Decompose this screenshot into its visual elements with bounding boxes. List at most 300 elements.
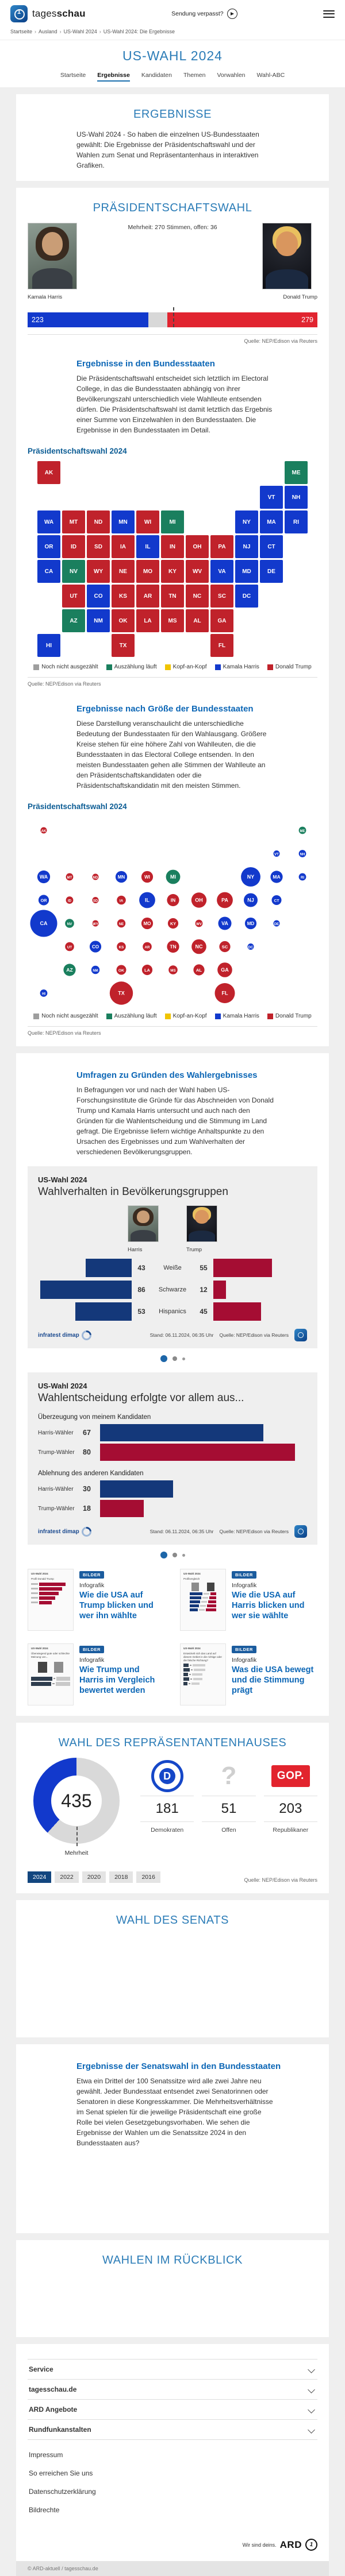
- legend-swatch: [165, 664, 171, 670]
- harris-bar: [86, 1259, 132, 1277]
- state-tile-IN[interactable]: IN: [161, 535, 184, 558]
- state-bubble-label-DE: DE: [274, 923, 279, 926]
- state-tile-DC[interactable]: DC: [235, 585, 258, 608]
- party-name: Demokraten: [151, 1827, 184, 1834]
- senat-states-heading-link[interactable]: Ergebnisse der Senatswahl in den Bundesstaaten: [76, 2061, 281, 2071]
- row-label: Trump-Wähler: [38, 1505, 75, 1512]
- category-label: Schwarze: [158, 1286, 187, 1293]
- senat-chart-placeholder: [28, 1935, 317, 2027]
- tab-startseite[interactable]: Startseite: [60, 72, 86, 79]
- state-bubble-label-VT: VT: [274, 853, 279, 857]
- teaser-kicker: Infografik: [79, 1582, 105, 1589]
- year-chip-2022[interactable]: 2022: [55, 1871, 78, 1883]
- state-tile-WY[interactable]: WY: [87, 560, 110, 583]
- footer-link-datenschutzerklrung[interactable]: Datenschutzerklärung: [29, 2488, 96, 2496]
- carousel-dots: [28, 1355, 317, 1362]
- thumb-label: US-Wahl 2024: [31, 1647, 48, 1650]
- trump-value: 45: [200, 1308, 208, 1316]
- trump-value: 12: [200, 1286, 208, 1294]
- house-donut: [28, 1758, 125, 1856]
- footer-links: [28, 2446, 317, 2519]
- carousel-dot-2[interactable]: [172, 1356, 177, 1361]
- umfragen-card: [16, 1053, 329, 1716]
- state-tile-LA[interactable]: LA: [136, 609, 159, 632]
- state-tile-MI[interactable]: MI: [161, 510, 184, 533]
- legend-swatch: [33, 664, 39, 670]
- map-chart-label: Präsidentschaftswahl 2024: [28, 447, 127, 455]
- legend-label: Kopf-an-Kopf: [172, 1013, 207, 1019]
- legend-item: [165, 664, 207, 670]
- tagesschau-logo-icon: 1: [10, 5, 28, 22]
- state-bubble-label-ND: ND: [93, 876, 98, 880]
- legend-swatch: [106, 664, 112, 670]
- house-total: 435: [51, 1776, 102, 1826]
- state-bubble-label-IA: IA: [119, 899, 124, 903]
- legend-item: [106, 1013, 157, 1019]
- infographic-title: Wahlentscheidung erfolgte vor allem aus...: [38, 1392, 244, 1404]
- tab-themen[interactable]: Themen: [183, 72, 206, 79]
- category-label: Hispanics: [159, 1308, 186, 1315]
- bubble-map: [28, 817, 317, 1006]
- state-tile-WA[interactable]: WA: [37, 510, 60, 533]
- state-bubble-label-ME: ME: [300, 830, 305, 833]
- state-tile-MA[interactable]: MA: [260, 510, 283, 533]
- state-results-map: [37, 461, 308, 657]
- state-tile-PA[interactable]: PA: [210, 535, 233, 558]
- thumb-title: Entwickelt sich das Land auf diesem Gebiet in die richtige oder die falsche Richtung?: [183, 1651, 223, 1662]
- carousel-dot-2[interactable]: [172, 1553, 177, 1557]
- trump-bar: [213, 1259, 272, 1277]
- donald-trump-photo: [262, 223, 312, 289]
- infographic-footer: [38, 1329, 307, 1341]
- thumb-label: US-Wahl 2024: [183, 1647, 201, 1650]
- state-tile-NY[interactable]: NY: [235, 510, 258, 533]
- state-bubble-label-NE: NE: [118, 923, 124, 926]
- state-tile-RI[interactable]: RI: [285, 510, 308, 533]
- state-bubble-label-FL: FL: [221, 990, 228, 996]
- legend-swatch: [267, 664, 273, 670]
- carousel-dot-1[interactable]: [160, 1355, 167, 1362]
- state-bubble-label-PA: PA: [221, 897, 228, 903]
- teaser-4[interactable]: [180, 1643, 317, 1705]
- breadcrumb-item[interactable]: US-Wahl 2024: Die Ergebnisse: [103, 29, 175, 34]
- category-label: Weiße: [163, 1264, 182, 1271]
- decision-row: [38, 1480, 307, 1498]
- footer-link-bildrechte[interactable]: Bildrechte: [29, 2506, 60, 2514]
- teaser-kicker: Infografik: [79, 1657, 105, 1664]
- state-tile-OH[interactable]: OH: [186, 535, 209, 558]
- state-bubble-label-NM: NM: [93, 969, 98, 973]
- legend-label: Noch nicht ausgezählt: [41, 664, 98, 670]
- rueckblick-placeholder: [28, 2275, 317, 2327]
- harris-value: 53: [137, 1308, 145, 1316]
- thumb-label: US-Wahl 2024: [183, 1572, 201, 1575]
- party-columns: [140, 1761, 317, 1834]
- majority-note: Mehrheit: 270 Stimmen, offen: 36: [128, 224, 217, 231]
- state-bubble-label-NJ: NJ: [247, 897, 254, 903]
- state-bubble-label-MS: MS: [170, 969, 176, 973]
- harris-value: 43: [137, 1264, 145, 1272]
- infographic-label: US-Wahl 2024: [38, 1382, 87, 1390]
- state-tile-ND[interactable]: ND: [87, 510, 110, 533]
- state-tile-IA[interactable]: IA: [112, 535, 135, 558]
- footer-accordion-ardangebote[interactable]: [28, 2399, 317, 2419]
- teaser-thumbnail: [28, 1643, 74, 1705]
- harris-bar: [40, 1281, 132, 1299]
- state-bubble-label-NC: NC: [195, 943, 203, 950]
- page-footer: [16, 2344, 329, 2576]
- teaser-title[interactable]: Was die USA bewegt und die Stimmung prägt: [232, 1665, 314, 1696]
- party-seats: 181: [140, 1796, 194, 1822]
- state-bubble-label-SD: SD: [93, 899, 98, 903]
- breadcrumb: [0, 28, 345, 40]
- state-bubble-label-TX: TX: [118, 990, 125, 996]
- legend-item: [33, 1013, 98, 1019]
- state-tile-MD[interactable]: MD: [235, 560, 258, 583]
- state-tile-DE[interactable]: DE: [260, 560, 283, 583]
- ard-claim: Wir sind deins.: [242, 2542, 277, 2548]
- house-results: [28, 1758, 317, 1856]
- state-tile-AK[interactable]: AK: [37, 461, 60, 484]
- state-tile-MT[interactable]: MT: [62, 510, 85, 533]
- section-title-ergebnisse: ERGEBNISSE: [133, 108, 212, 121]
- tab-kandidaten[interactable]: Kandidaten: [141, 72, 172, 79]
- teaser-3[interactable]: [28, 1643, 165, 1705]
- state-bubble-label-WI: WI: [144, 875, 150, 880]
- menu-icon[interactable]: [323, 8, 335, 20]
- state-tile-KY[interactable]: KY: [161, 560, 184, 583]
- electoral-college-bar: [28, 307, 317, 327]
- stand-note: Stand: 06.11.2024, 06:35 Uhr: [150, 1529, 214, 1534]
- senat-states-intro: Etwa ein Drittel der 100 Senatssitze wird alle zwei Jahre neu gewählt. Jeder Bundesstaat entsendet zwei Senatorinnen oder Senatoren in diese Kongresskammer. Die Mehrheitsverhältnisse im Senat spielen für die jeweilige Präsidentschaft eine große Rolle bei vielen Gesetzgebungsvorhaben. Wie sehen die Ergebnisse der Wahlen um die Senatssitze 2024 in den Bundesstaaten aus?: [76, 2077, 273, 2147]
- accordion-label: tagesschau.de: [29, 2385, 77, 2393]
- state-bubble-label-LA: LA: [144, 968, 150, 973]
- legend-item: [33, 664, 98, 670]
- breadcrumb-item[interactable]: Startseite: [10, 29, 33, 34]
- legend-swatch: [33, 1014, 39, 1019]
- state-bubble-label-KY: KY: [170, 921, 177, 926]
- gop-logo: GOP.: [271, 1765, 310, 1787]
- state-tile-NJ[interactable]: NJ: [235, 535, 258, 558]
- infratest-dimap-logo: infratest dimap: [38, 1527, 91, 1537]
- sendung-verpasst-link[interactable]: [171, 9, 237, 19]
- breadcrumb-item[interactable]: US-Wahl 2024: [63, 29, 97, 34]
- footer-accordion-tagesschaude[interactable]: [28, 2379, 317, 2399]
- state-tile-ID[interactable]: ID: [62, 535, 85, 558]
- state-bubble-label-MN: MN: [117, 875, 125, 880]
- states-heading-link[interactable]: Ergebnisse in den Bundesstaaten: [76, 359, 215, 369]
- teaser-title[interactable]: Wie die USA auf Harris blicken und wer sie wählte: [232, 1591, 305, 1621]
- state-tile-ME[interactable]: ME: [285, 461, 308, 484]
- year-chip-2020[interactable]: 2020: [82, 1871, 106, 1883]
- state-bubble-label-HI: HI: [42, 992, 45, 996]
- teaser-grid: [28, 1569, 317, 1705]
- state-bubble-label-RI: RI: [301, 876, 304, 880]
- infratest-dimap-logo: infratest dimap: [38, 1330, 91, 1340]
- state-tile-SD[interactable]: SD: [87, 535, 110, 558]
- year-chip-2024[interactable]: 2024: [28, 1871, 51, 1883]
- party-column-demokraten: [140, 1761, 194, 1834]
- trump-bar-segment: 279: [167, 312, 317, 327]
- chevron-down-icon: [308, 2426, 315, 2434]
- harris-thumb-caption: Harris: [128, 1247, 143, 1253]
- trump-photo-label: Donald Trump: [283, 294, 317, 300]
- year-chip-2018[interactable]: 2018: [109, 1871, 133, 1883]
- trump-thumb: [186, 1205, 217, 1253]
- state-bubble-label-SC: SC: [221, 944, 228, 950]
- infographic-label: US-Wahl 2024: [38, 1175, 87, 1184]
- tab-vorwahlen[interactable]: Vorwahlen: [217, 72, 246, 79]
- state-tile-UT[interactable]: UT: [62, 585, 85, 608]
- state-bubble-label-TN: TN: [170, 943, 177, 950]
- state-tile-AL[interactable]: AL: [186, 609, 209, 632]
- carousel-dot-1[interactable]: [160, 1552, 167, 1558]
- senat-card: [16, 1900, 329, 2037]
- state-tile-VA[interactable]: VA: [210, 560, 233, 583]
- state-bubble-label-WY: WY: [93, 923, 98, 926]
- state-tile-MO[interactable]: MO: [136, 560, 159, 583]
- harris-photo-label: Kamala Harris: [28, 294, 63, 300]
- tagesschau-mini-logo: [294, 1329, 307, 1341]
- row-label: Harris-Wähler: [38, 1429, 74, 1436]
- section-title-haus: WAHL DES REPRÄSENTANTENHAUSES: [58, 1736, 287, 1749]
- group-label: Überzeugung von meinem Kandidaten: [38, 1414, 151, 1421]
- year-filter: [28, 1871, 244, 1883]
- state-bubble-label-ID: ID: [68, 899, 71, 903]
- trump-bar: [100, 1444, 295, 1461]
- state-tile-OK[interactable]: OK: [112, 609, 135, 632]
- trump-value: 55: [200, 1264, 208, 1272]
- legend-item: [215, 1013, 259, 1019]
- legend-item: [106, 664, 157, 670]
- senat-map-placeholder: [28, 2148, 317, 2223]
- state-bubble-label-CO: CO: [91, 944, 99, 950]
- umfragen-heading-link[interactable]: Umfragen zu Gründen des Wahlergebnisses: [76, 1070, 258, 1080]
- state-bubble-label-MI: MI: [170, 874, 176, 880]
- senatswahl-staaten-card: [16, 2044, 329, 2233]
- state-bubble-label-VA: VA: [221, 920, 228, 926]
- state-bubble-label-MO: MO: [143, 921, 151, 926]
- state-tile-VT[interactable]: VT: [260, 486, 283, 509]
- carousel-dot-3[interactable]: [182, 1357, 185, 1360]
- bubble-map-legend: [28, 1013, 317, 1019]
- copyright: © ARD-aktuell / tagesschau.de: [16, 2561, 329, 2576]
- legend-item: [215, 664, 259, 670]
- demographics-row: [38, 1259, 307, 1277]
- chevron-down-icon: [308, 2406, 315, 2413]
- tagesschau-logo[interactable]: [10, 5, 86, 22]
- map-legend: [28, 664, 317, 670]
- teaser-2[interactable]: [180, 1569, 317, 1631]
- ard-brand: ARD: [279, 2539, 302, 2550]
- decision-row: [38, 1444, 307, 1461]
- legend-swatch: [267, 1014, 273, 1019]
- state-tile-MS[interactable]: MS: [161, 609, 184, 632]
- state-tile-WV[interactable]: WV: [186, 560, 209, 583]
- legend-label: Donald Trump: [275, 664, 312, 670]
- state-tile-AR[interactable]: AR: [136, 585, 159, 608]
- state-tile-CO[interactable]: CO: [87, 585, 110, 608]
- kamala-harris-photo: [28, 223, 77, 289]
- bilder-badge: BILDER: [232, 1646, 256, 1653]
- majority-label: Mehrheit: [64, 1850, 89, 1856]
- legend-swatch: [165, 1014, 171, 1019]
- infographic-wahlentscheidung: [28, 1372, 317, 1545]
- state-tile-NC[interactable]: NC: [186, 585, 209, 608]
- state-tile-OR[interactable]: OR: [37, 535, 60, 558]
- source-note: Quelle: NEP/Edison via Reuters: [28, 1030, 101, 1036]
- infographic-photos: [38, 1205, 307, 1253]
- state-tile-TN[interactable]: TN: [161, 585, 184, 608]
- state-tile-WI[interactable]: WI: [136, 510, 159, 533]
- stand-note: Stand: 06.11.2024, 06:35 Uhr: [150, 1332, 214, 1338]
- state-tile-NH[interactable]: NH: [285, 486, 308, 509]
- teaser-thumbnail: [180, 1643, 226, 1705]
- state-bubble-label-OR: OR: [40, 898, 47, 903]
- state-bubble-label-AZ: AZ: [66, 967, 73, 973]
- majority-marker: [173, 307, 174, 327]
- state-tile-FL[interactable]: FL: [210, 634, 233, 657]
- state-tile-CA[interactable]: CA: [37, 560, 60, 583]
- legend-item: [165, 1013, 207, 1019]
- infographic-footer: [38, 1525, 307, 1538]
- bilder-badge: BILDER: [79, 1571, 104, 1579]
- breadcrumb-item[interactable]: Ausland: [39, 29, 57, 34]
- carousel-dot-3[interactable]: [182, 1554, 185, 1557]
- infographic-title: Wahlverhalten in Bevölkerungsgruppen: [38, 1186, 228, 1198]
- state-bubble-label-CT: CT: [274, 899, 279, 903]
- state-bubble-label-AR: AR: [144, 945, 150, 950]
- party-column-offen: [202, 1761, 255, 1834]
- footer-link-soerreichensieuns[interactable]: So erreichen Sie uns: [29, 2469, 93, 2477]
- state-tile-HI[interactable]: HI: [37, 634, 60, 657]
- harris-bar-segment: 223: [28, 312, 148, 327]
- tab-bar: [0, 64, 345, 87]
- row-value: 18: [83, 1504, 91, 1513]
- state-tile-SC[interactable]: SC: [210, 585, 233, 608]
- row-value: 80: [83, 1448, 91, 1456]
- state-tile-TX[interactable]: TX: [112, 634, 135, 657]
- legend-swatch: [215, 664, 221, 670]
- state-bubble-label-AL: AL: [195, 968, 202, 973]
- harris-thumb: [128, 1205, 159, 1253]
- party-seats: 203: [264, 1796, 317, 1822]
- footer-accordion-rundfunkanstalten[interactable]: [28, 2419, 317, 2440]
- source-note: Quelle: NEP/Edison via Reuters: [219, 1529, 289, 1534]
- legend-label: Auszählung läuft: [114, 1013, 157, 1019]
- tab-ergebnisse[interactable]: Ergebnisse: [97, 72, 130, 82]
- teaser-kicker: Infografik: [232, 1582, 257, 1589]
- chevron-down-icon: [308, 2366, 315, 2373]
- accordion-label: Service: [29, 2365, 53, 2373]
- praesidentschaftswahl-card: [16, 188, 329, 1046]
- legend-swatch: [215, 1014, 221, 1019]
- carousel-dots: [28, 1552, 317, 1558]
- legend-label: Donald Trump: [275, 1013, 312, 1019]
- rueckblick-card: [16, 2240, 329, 2337]
- trump-bar: [100, 1500, 144, 1517]
- state-bubble-label-NH: NH: [300, 853, 305, 857]
- footer-accordions: [28, 2359, 317, 2440]
- state-tile-CT[interactable]: CT: [260, 535, 283, 558]
- section-title-praesidentschaftswahl: PRÄSIDENTSCHAFTSWAHL: [93, 202, 252, 214]
- trump-thumb-caption: Trump: [186, 1247, 202, 1253]
- tab-wahl-abc[interactable]: Wahl-ABC: [256, 72, 285, 79]
- state-tile-NE[interactable]: NE: [112, 560, 135, 583]
- state-tile-KS[interactable]: KS: [112, 585, 135, 608]
- teaser-1[interactable]: [28, 1569, 165, 1631]
- legend-label: Kamala Harris: [223, 664, 259, 670]
- row-label: Harris-Wähler: [38, 1486, 74, 1492]
- state-bubble-label-OH: OH: [195, 897, 203, 903]
- thumb-title: Profil Donald Trump: [31, 1577, 54, 1580]
- state-bubble-label-MD: MD: [247, 921, 255, 926]
- legend-label: Noch nicht ausgezählt: [41, 1013, 98, 1019]
- state-tile-MN[interactable]: MN: [112, 510, 135, 533]
- legend-item: [267, 1013, 312, 1019]
- states-intro: Die Präsidentschaftswahl entscheidet sich letztlich im Electoral College, in das die Bundesstaaten abhängig von ihrer Bevölkerungszahl unterschiedlich viele Wahlleute entsenden dürfen. Die Präsidentschaftswahl ist damit letztlich das Ergebnis einer Summe von Einzelwahlen in den Bundesstaaten. Die Ergebnisse in den Bundesstaaten im Detail.: [76, 374, 273, 434]
- umfragen-intro: In Befragungen vor und nach der Wahl haben US-Forschungsinstitute die Gründe für das Abschneiden von Donald Trump und Kamala Harris untersucht und auch nach den Gründen für die Wahlentscheidung und die Stimmung im Land gefragt. Die Ergebnisse liefern wichtige Anhaltspunkte zu den Ursachen des Ergebnisses und zum Wahlverhalten der verschiedenen Bevölkerungsgruppen.: [76, 1086, 274, 1156]
- legend-label: Auszählung läuft: [114, 664, 157, 670]
- trump-bar: [213, 1281, 226, 1299]
- size-heading-link[interactable]: Ergebnisse nach Größe der Bundesstaaten: [76, 704, 254, 714]
- row-label: Trump-Wähler: [38, 1449, 75, 1456]
- accordion-label: ARD Angebote: [29, 2405, 78, 2413]
- teaser-thumbnail: [28, 1569, 74, 1631]
- state-tile-NV[interactable]: NV: [62, 560, 85, 583]
- teaser-title[interactable]: Wie die USA auf Trump blicken und wer ihn wählte: [79, 1591, 154, 1621]
- state-tile-AZ[interactable]: AZ: [62, 609, 85, 632]
- bilder-badge: BILDER: [232, 1571, 256, 1579]
- footer-accordion-service[interactable]: [28, 2359, 317, 2379]
- source-note: Quelle: NEP/Edison via Reuters: [28, 681, 101, 687]
- harris-bar: [100, 1424, 263, 1441]
- state-bubble-label-DC: DC: [248, 946, 254, 950]
- state-bubble-label-OK: OK: [118, 969, 125, 973]
- tagesschau-mini-logo: [294, 1525, 307, 1538]
- teaser-title[interactable]: Wie Trump und Harris im Vergleich bewertet werden: [79, 1665, 155, 1696]
- candidate-header: [28, 223, 317, 300]
- harris-column: [28, 223, 83, 300]
- brand-text: tagesschau: [32, 8, 86, 19]
- state-tile-GA[interactable]: GA: [210, 609, 233, 632]
- state-tile-NM[interactable]: NM: [87, 609, 110, 632]
- row-value: 30: [83, 1485, 91, 1493]
- state-bubble-label-AK: AK: [41, 830, 47, 833]
- state-tile-IL[interactable]: IL: [136, 535, 159, 558]
- year-chip-2016[interactable]: 2016: [136, 1871, 160, 1883]
- state-bubble-label-UT: UT: [67, 945, 72, 950]
- ergebnisse-card: [16, 94, 329, 181]
- demographics-chart: [38, 1259, 307, 1321]
- state-bubble-label-KS: KS: [118, 945, 124, 950]
- legend-label: Kamala Harris: [223, 1013, 259, 1019]
- donald-trump-photo: [186, 1205, 217, 1242]
- state-bubble-label-WA: WA: [39, 874, 48, 880]
- row-value: 67: [83, 1429, 91, 1437]
- footer-link-impressum[interactable]: Impressum: [29, 2451, 63, 2459]
- play-icon: [227, 9, 237, 19]
- state-bubble-label-NV: NV: [67, 922, 72, 926]
- legend-label: Kopf-an-Kopf: [172, 664, 207, 670]
- open-question-icon: ?: [221, 1762, 237, 1790]
- harris-bar: [75, 1302, 132, 1321]
- democrats-logo: D: [151, 1760, 183, 1792]
- bilder-badge: BILDER: [79, 1646, 104, 1653]
- breadcrumb-separator: ›: [59, 29, 62, 34]
- size-intro: Diese Darstellung veranschaulicht die unterschiedliche Bedeutung der Bundesstaaten für den Wahlausgang. Größere Kreise stehen für eine höhere Zahl von Wahlleuten, die die Bundesstaaten in das Electoral College entsenden. In den meisten Bundesstaaten gehen alle Stimmen der Wahlleute an den Präsidentschaftskandidaten oder die Präsidentschaftskandidatin mit den meisten Stimmen.: [76, 720, 267, 790]
- bubble-chart-label: Präsidentschaftswahl 2024: [28, 802, 127, 811]
